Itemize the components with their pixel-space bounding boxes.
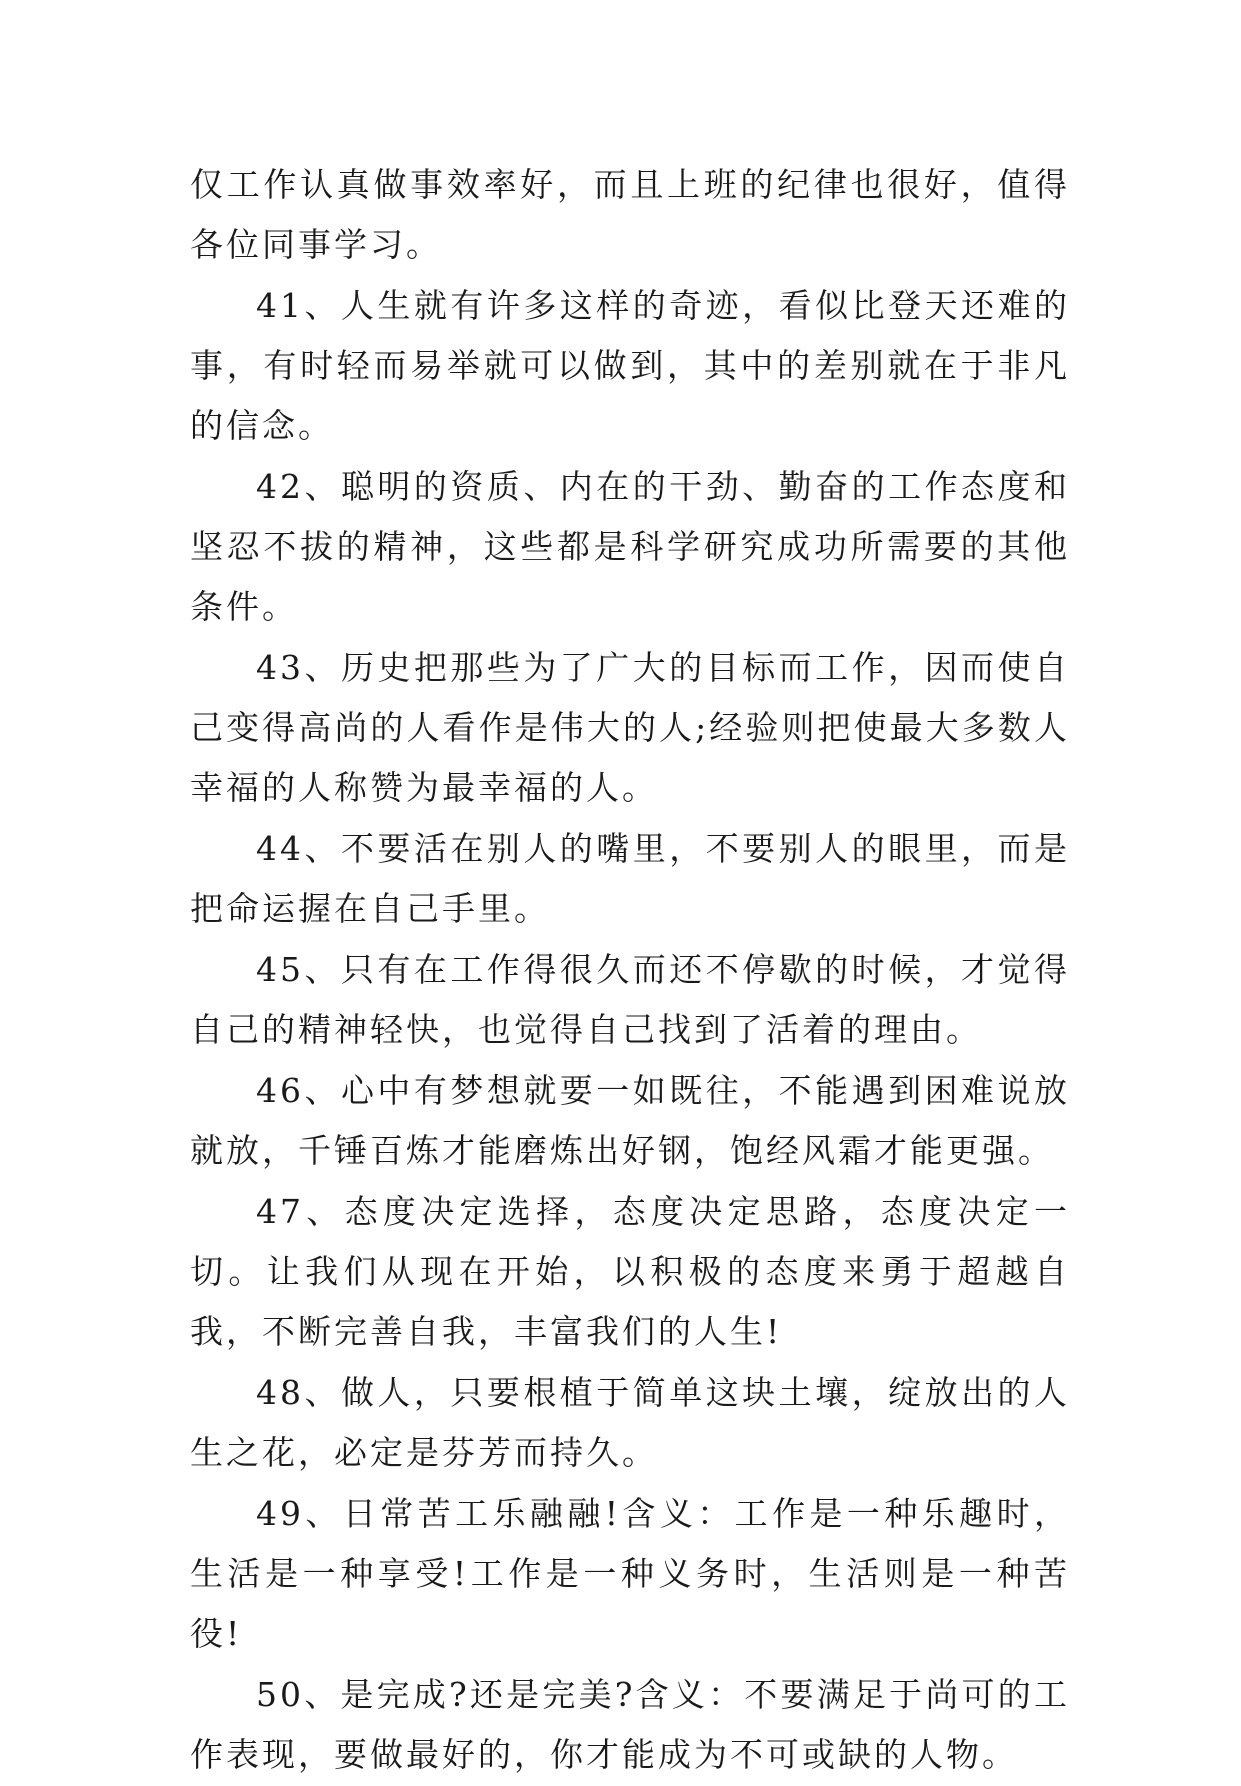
paragraph-40-continuation: 仅工作认真做事效率好，而且上班的纪律也很好，值得各位同事学习。 <box>190 165 1070 264</box>
document-body <box>190 155 1070 1786</box>
paragraph-41: 41、人生就有许多这样的奇迹，看似比登天还难的事，有时轻而易举就可以做到，其中的差别就在于非凡的信念。 <box>190 286 1070 445</box>
paragraph-43: 43、历史把那些为了广大的目标而工作，因而使自己变得高尚的人看作是伟大的人;经验则把使最大多数人幸福的人称赞为最幸福的人。 <box>190 648 1070 807</box>
paragraph-46: 46、心中有梦想就要一如既往，不能遇到困难说放就放，千锤百炼才能磨炼出好钢，饱经风霜才能更强。 <box>190 1071 1070 1170</box>
paragraph-45: 45、只有在工作得很久而还不停歇的时候，才觉得自己的精神轻快，也觉得自己找到了活着的理由。 <box>190 950 1070 1049</box>
paragraph-50: 50、是完成?还是完美?含义：不要满足于尚可的工作表现，要做最好的，你才能成为不可或缺的人物。 <box>190 1675 1070 1774</box>
paragraph-42: 42、聪明的资质、内在的干劲、勤奋的工作态度和坚忍不拔的精神，这些都是科学研究成功所需要的其他条件。 <box>190 467 1070 626</box>
paragraph-49: 49、日常苦工乐融融!含义：工作是一种乐趣时，生活是一种享受!工作是一种义务时，生活则是一种苦役! <box>190 1494 1070 1653</box>
paragraph-44: 44、不要活在别人的嘴里，不要别人的眼里，而是把命运握在自己手里。 <box>190 829 1070 928</box>
paragraph-47: 47、态度决定选择，态度决定思路，态度决定一切。让我们从现在开始，以积极的态度来勇于超越自我，不断完善自我，丰富我们的人生! <box>190 1192 1070 1351</box>
paragraph-48: 48、做人，只要根植于简单这块土壤，绽放出的人生之花，必定是芬芳而持久。 <box>190 1373 1070 1472</box>
